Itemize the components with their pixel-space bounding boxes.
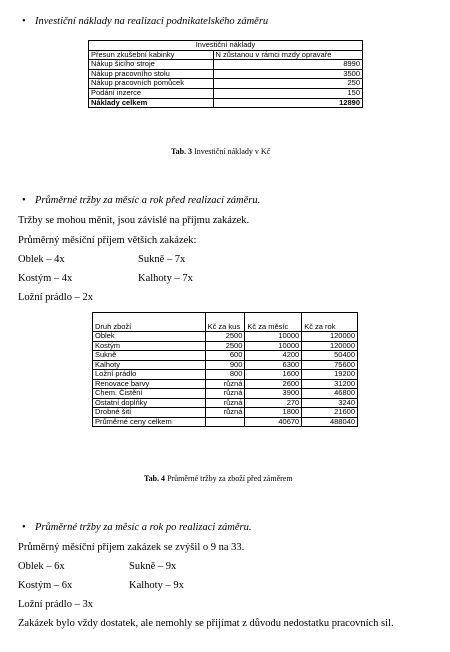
table-header-cell: Přesun zkušební kabinky — [89, 50, 214, 60]
row-label: Průměrné ceny celkem — [93, 417, 206, 427]
section-heading-before — [22, 195, 261, 206]
table-header-cell: N zůstanou v rámci mzdy opravaře — [213, 50, 362, 60]
row-label: Kalhoty — [93, 360, 206, 370]
row-value: 10000 — [245, 341, 302, 351]
item-oblek: Oblek – 6x — [18, 561, 65, 572]
row-value: různá — [205, 389, 245, 399]
row-value: 120000 — [302, 332, 358, 342]
paragraph: Tržby se mohou měnit, jsou závislé na příjmu zakázek. — [18, 215, 250, 226]
table-header-cell: Kč za měsíc — [245, 313, 302, 332]
investment-costs-table — [88, 40, 363, 108]
row-value: 2600 — [245, 379, 302, 389]
heading-text: Průměrné tržby za měsíc a rok po realizaci záměru. — [35, 522, 252, 533]
row-label: Drobné šití — [93, 408, 206, 418]
item-sukne: Sukně – 7x — [138, 254, 186, 265]
bullet-icon: • — [22, 522, 26, 533]
caption-number: Tab. 4 — [144, 474, 166, 483]
row-value: 31200 — [302, 379, 358, 389]
row-value: 600 — [205, 351, 245, 361]
paragraph: Zakázek bylo vždy dostatek, ale nemohly se přijímat z důvodu nedostatku pracovních sil. — [18, 618, 394, 629]
table3-caption — [171, 147, 270, 156]
row-value: 1600 — [245, 370, 302, 380]
table4-caption — [144, 474, 293, 483]
table-header-cell: Druh zboží — [93, 313, 206, 332]
caption-text: Investiční náklady v Kč — [192, 147, 271, 156]
total-label: Náklady celkem — [89, 98, 214, 108]
table-title: Investiční náklady — [89, 41, 363, 51]
row-label: Nákup pracovních pomůcek — [89, 79, 214, 89]
caption-number: Tab. 3 — [171, 147, 193, 156]
table-row — [93, 341, 358, 351]
section-heading-after — [22, 522, 252, 533]
item-oblek: Oblek – 4x — [18, 254, 65, 265]
row-value: 3500 — [213, 69, 362, 79]
row-value: 10000 — [245, 332, 302, 342]
row-value: 2500 — [205, 341, 245, 351]
table-total-row — [93, 417, 358, 427]
section-heading-investment — [22, 16, 269, 27]
table-row — [93, 370, 358, 380]
row-value: 6300 — [245, 360, 302, 370]
table-row — [93, 351, 358, 361]
row-value: 488040 — [302, 417, 358, 427]
row-value: 8990 — [213, 60, 362, 70]
table-row — [93, 389, 358, 399]
total-value: 12890 — [213, 98, 362, 108]
row-value: 75600 — [302, 360, 358, 370]
paragraph: Průměrný měsíční příjem větších zakázek: — [18, 235, 197, 246]
row-value: 270 — [245, 398, 302, 408]
item-lozni-pradlo: Ložní prádlo – 3x — [18, 599, 93, 610]
row-label: Ostatní doplňky — [93, 398, 206, 408]
row-value — [205, 417, 245, 427]
item-kostym: Kostým – 6x — [18, 580, 73, 591]
item-sukne: Sukně – 9x — [129, 561, 177, 572]
row-value: 2500 — [205, 332, 245, 342]
row-value: 800 — [205, 370, 245, 380]
item-lozni-pradlo: Ložní prádlo – 2x — [18, 292, 93, 303]
heading-text: Investiční náklady na realizaci podnikatelského záměru — [35, 16, 269, 27]
item-kalhoty: Kalhoty – 9x — [129, 580, 184, 591]
row-label: Sukně — [93, 351, 206, 361]
revenue-before-table — [92, 312, 358, 427]
table-row — [89, 60, 363, 70]
row-label: Oblek — [93, 332, 206, 342]
row-value: 50400 — [302, 351, 358, 361]
bullet-icon: • — [22, 195, 26, 206]
item-kalhoty: Kalhoty – 7x — [138, 273, 193, 284]
row-value: 4200 — [245, 351, 302, 361]
row-label: Nákup šicího stroje — [89, 60, 214, 70]
row-value: 3240 — [302, 398, 358, 408]
table-row — [93, 408, 358, 418]
row-value: 150 — [213, 88, 362, 98]
row-label: Podání inzerce — [89, 88, 214, 98]
row-value: různá — [205, 408, 245, 418]
row-value: různá — [205, 398, 245, 408]
row-value: 250 — [213, 79, 362, 89]
row-value: 21600 — [302, 408, 358, 418]
heading-text: Průměrné tržby za měsíc a rok před realizací záměru. — [35, 195, 261, 206]
table-header-cell: Kč za kus — [205, 313, 245, 332]
row-label: Kostým — [93, 341, 206, 351]
table-row — [89, 88, 363, 98]
table-header-cell: Kč za rok — [302, 313, 358, 332]
item-kostym: Kostým – 4x — [18, 273, 73, 284]
row-value: 1800 — [245, 408, 302, 418]
row-value: 900 — [205, 360, 245, 370]
row-value: 46800 — [302, 389, 358, 399]
table-total-row — [89, 98, 363, 108]
row-label: Renovace barvy — [93, 379, 206, 389]
caption-text: Průměrné tržby za zboží před záměrem — [165, 474, 293, 483]
bullet-icon: • — [22, 16, 26, 27]
row-label: Ložní prádlo — [93, 370, 206, 380]
row-value: 40670 — [245, 417, 302, 427]
paragraph: Průměrný měsíční příjem zakázek se zvýšil o 9 na 33. — [18, 542, 245, 553]
row-value: 3900 — [245, 389, 302, 399]
row-value: 19200 — [302, 370, 358, 380]
table-row — [93, 332, 358, 342]
row-label: Chem. Čistění — [93, 389, 206, 399]
row-value: 120000 — [302, 341, 358, 351]
row-label: Nákup pracovního stolu — [89, 69, 214, 79]
row-value: různá — [205, 379, 245, 389]
